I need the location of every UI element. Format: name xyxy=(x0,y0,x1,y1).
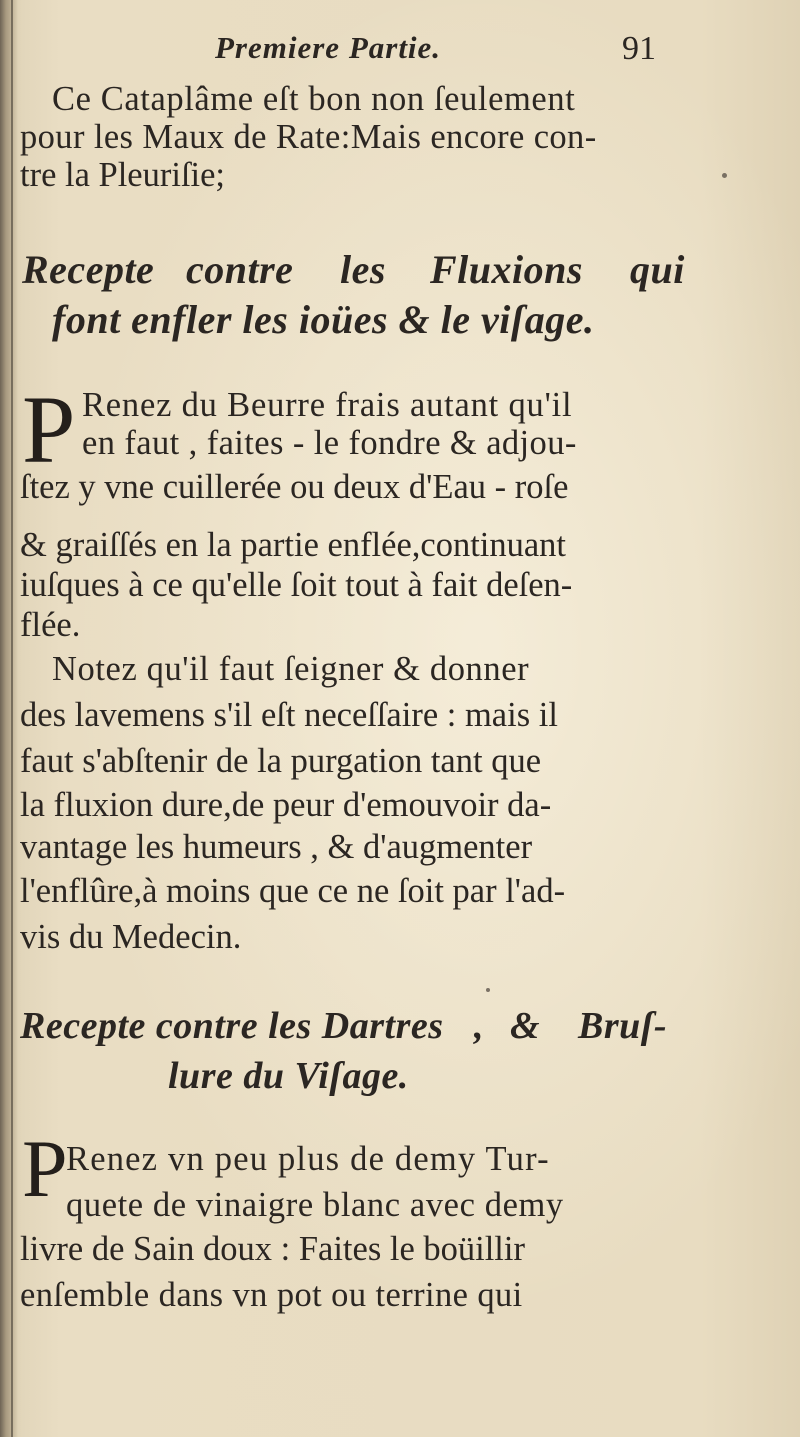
page-header xyxy=(0,30,800,74)
text-line: Renez vn peu plus de demy Tur- xyxy=(66,1140,550,1178)
text-line: en faut , faites - le fondre & adjou- xyxy=(82,424,577,462)
recipe-heading: Recepte contre les Dartres xyxy=(20,1005,444,1047)
text-line: des lavemens s'il eſt neceſſaire : mais il xyxy=(20,696,558,734)
page-number: 91 xyxy=(622,30,656,67)
recipe-heading-line2: lure du Viſage. xyxy=(168,1055,409,1097)
text-line: quete de vinaigre blanc avec demy xyxy=(66,1186,564,1224)
paper-speck xyxy=(722,173,727,178)
text-line: Renez du Beurre frais autant qu'il xyxy=(82,386,573,424)
recipe-heading-word: les xyxy=(340,247,386,292)
text-line: Notez qu'il faut ſeigner & donner xyxy=(52,650,530,688)
recipe-heading-word: qui xyxy=(630,247,685,292)
text-line: faut s'abſtenir de la purgation tant que xyxy=(20,742,542,780)
recipe-heading: Recepte xyxy=(22,247,155,292)
text-line: vis du Medecin. xyxy=(20,918,242,956)
recipe-heading-word: & xyxy=(510,1005,541,1047)
recipe-heading-word: Bruſ- xyxy=(578,1005,668,1047)
text-line: tre la Pleuriſie; xyxy=(20,156,226,194)
text-line: iuſques à ce qu'elle ſoit tout à fait deſen- xyxy=(20,566,573,604)
text-line: l'enflûre,à moins que ce ne ſoit par l'ad- xyxy=(20,872,566,910)
recipe-heading-word: , xyxy=(474,1005,484,1047)
running-title: Premiere Partie. xyxy=(215,30,442,65)
paper-speck xyxy=(486,988,490,992)
recipe-heading-line2: font enfler les ioües & le viſage. xyxy=(52,297,595,342)
text-line: vantage les humeurs , & d'augmenter xyxy=(20,828,533,866)
text-line: pour les Maux de Rate:Mais encore con- xyxy=(20,118,597,156)
drop-cap: P xyxy=(22,1123,68,1214)
recipe-heading-word: Fluxions xyxy=(430,247,583,292)
text-line: enſemble dans vn pot ou terrine qui xyxy=(20,1276,523,1314)
recipe-heading-word: contre xyxy=(186,247,294,292)
text-line: Ce Catap⁠lâme eſt bon non ſeulement xyxy=(52,80,576,118)
drop-cap: P xyxy=(22,376,76,483)
text-line: & graiſſés en la partie enflée,continuant xyxy=(20,526,567,564)
text-line: ſtez y vne cuillerée ou deux d'Eau - roſe xyxy=(20,468,569,506)
text-line: flée. xyxy=(20,606,81,644)
text-line: livre de Sain doux : Faites le boüillir xyxy=(20,1230,525,1268)
text-line: la fluxion dure,de peur d'emouvoir da- xyxy=(20,786,552,824)
